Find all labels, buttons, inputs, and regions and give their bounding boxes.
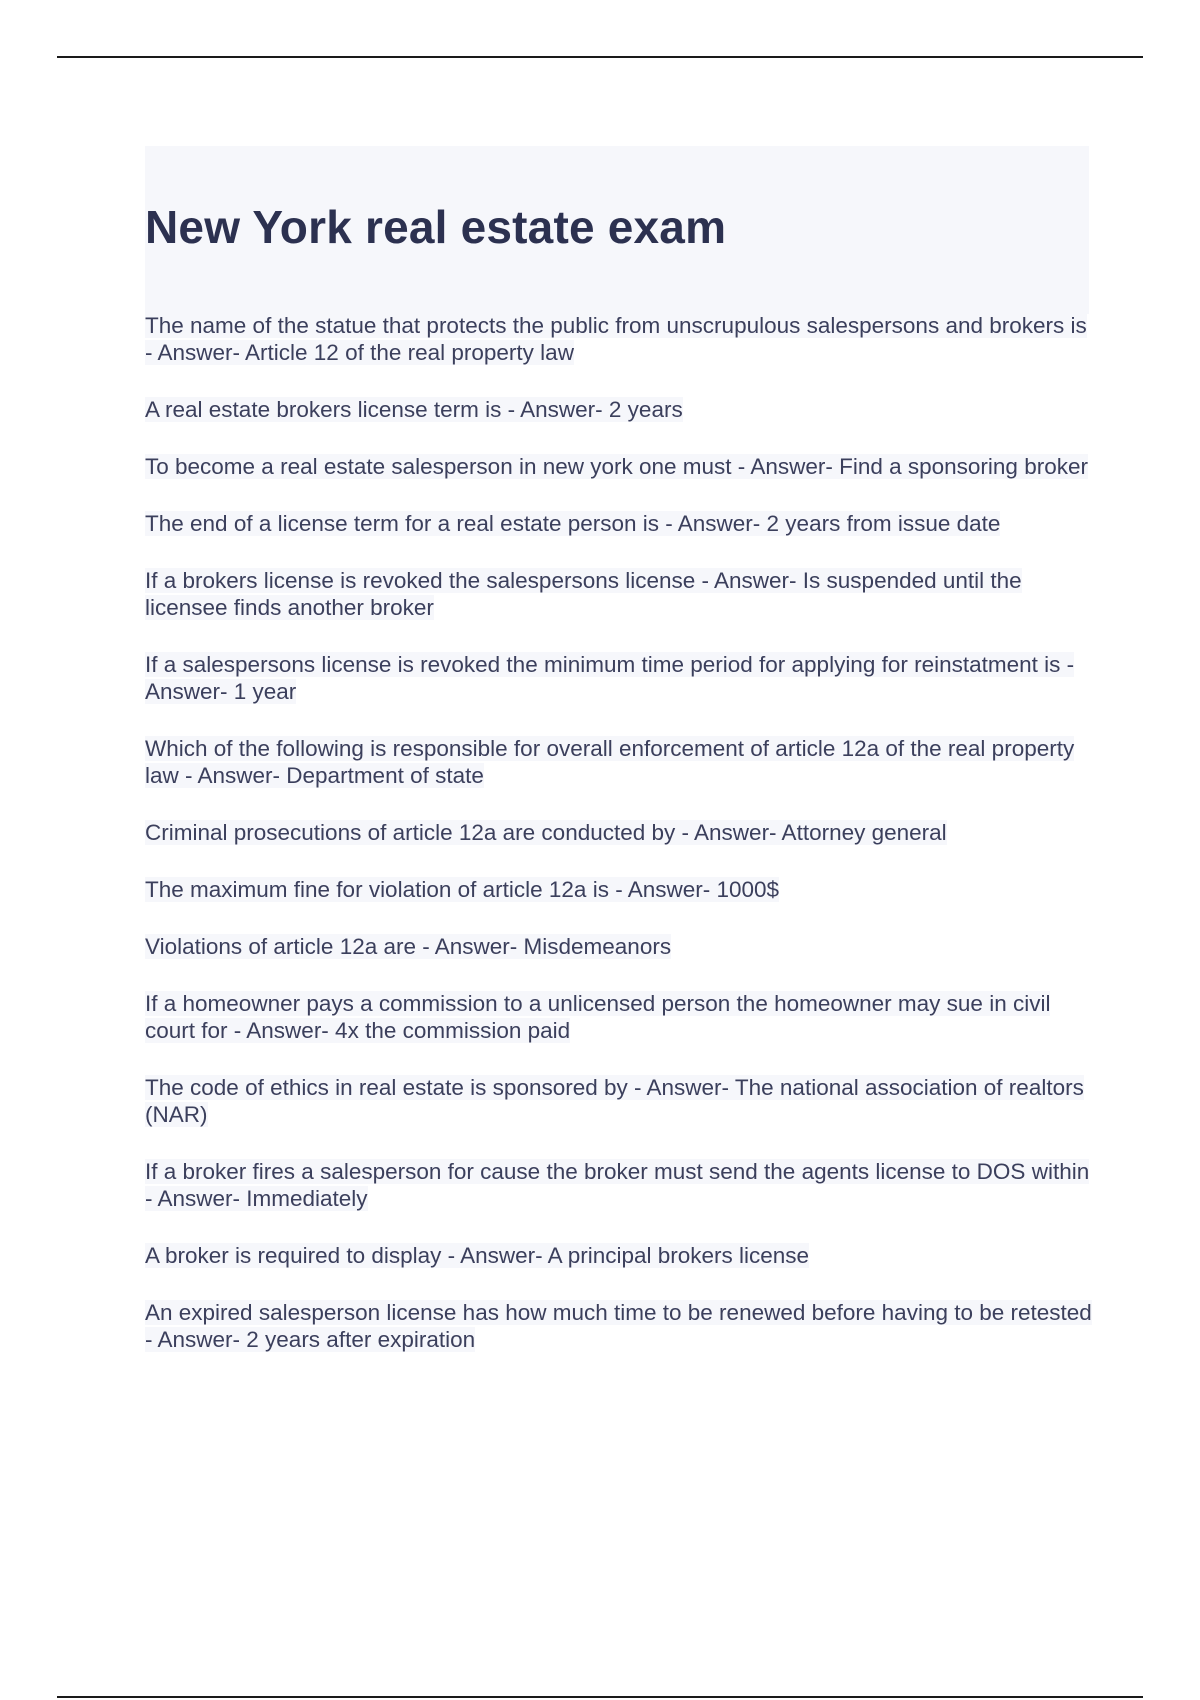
qa-item: [145, 933, 1095, 960]
qa-item: [145, 567, 1095, 621]
qa-item: [145, 1242, 1095, 1269]
page-title: New York real estate exam: [145, 201, 727, 253]
qa-text: The maximum fine for violation of article 12a is - Answer- 1000$: [145, 877, 780, 902]
title-banner: [145, 146, 1089, 314]
qa-text: To become a real estate salesperson in new york one must - Answer- Find a sponsoring broker: [145, 454, 1088, 479]
qa-item: [145, 453, 1095, 480]
qa-item: [145, 396, 1095, 423]
qa-item: [145, 990, 1095, 1044]
bottom-rule: [57, 1696, 1143, 1698]
qa-item: [145, 1299, 1095, 1353]
qa-item: [145, 1074, 1095, 1128]
qa-item: [145, 819, 1095, 846]
qa-item: [145, 735, 1095, 789]
qa-text: If a broker fires a salesperson for cause the broker must send the agents license to DOS within - Answer- Immediately: [145, 1159, 1090, 1211]
qa-text: The name of the statue that protects the public from unscrupulous salespersons and brokers is - Answer- Article 12 of the real property law: [145, 313, 1087, 365]
qa-item: [145, 876, 1095, 903]
qa-text: An expired salesperson license has how much time to be renewed before having to be retested - Answer- 2 years after expiration: [145, 1300, 1092, 1352]
qa-text: A real estate brokers license term is - Answer- 2 years: [145, 397, 683, 422]
qa-item: [145, 312, 1095, 366]
qa-text: If a salespersons license is revoked the minimum time period for applying for reinstatment is - Answer- 1 year: [145, 652, 1075, 704]
qa-list: [145, 312, 1095, 1383]
qa-text: A broker is required to display - Answer- A principal brokers license: [145, 1243, 810, 1268]
qa-text: If a brokers license is revoked the salespersons license - Answer- Is suspended until the licensee finds another broker: [145, 568, 1022, 620]
qa-text: Which of the following is responsible for overall enforcement of article 12a of the real property law - Answer- Department of state: [145, 736, 1075, 788]
qa-item: [145, 1158, 1095, 1212]
qa-text: The code of ethics in real estate is sponsored by - Answer- The national association of realtors (NAR): [145, 1075, 1084, 1127]
qa-item: [145, 510, 1095, 537]
qa-text: Criminal prosecutions of article 12a are conducted by - Answer- Attorney general: [145, 820, 947, 845]
qa-text: If a homeowner pays a commission to a unlicensed person the homeowner may sue in civil court for - Answer- 4x the commission paid: [145, 991, 1051, 1043]
top-rule: [57, 56, 1143, 58]
qa-item: [145, 651, 1095, 705]
qa-text: The end of a license term for a real estate person is - Answer- 2 years from issue date: [145, 511, 1001, 536]
qa-text: Violations of article 12a are - Answer- Misdemeanors: [145, 934, 672, 959]
